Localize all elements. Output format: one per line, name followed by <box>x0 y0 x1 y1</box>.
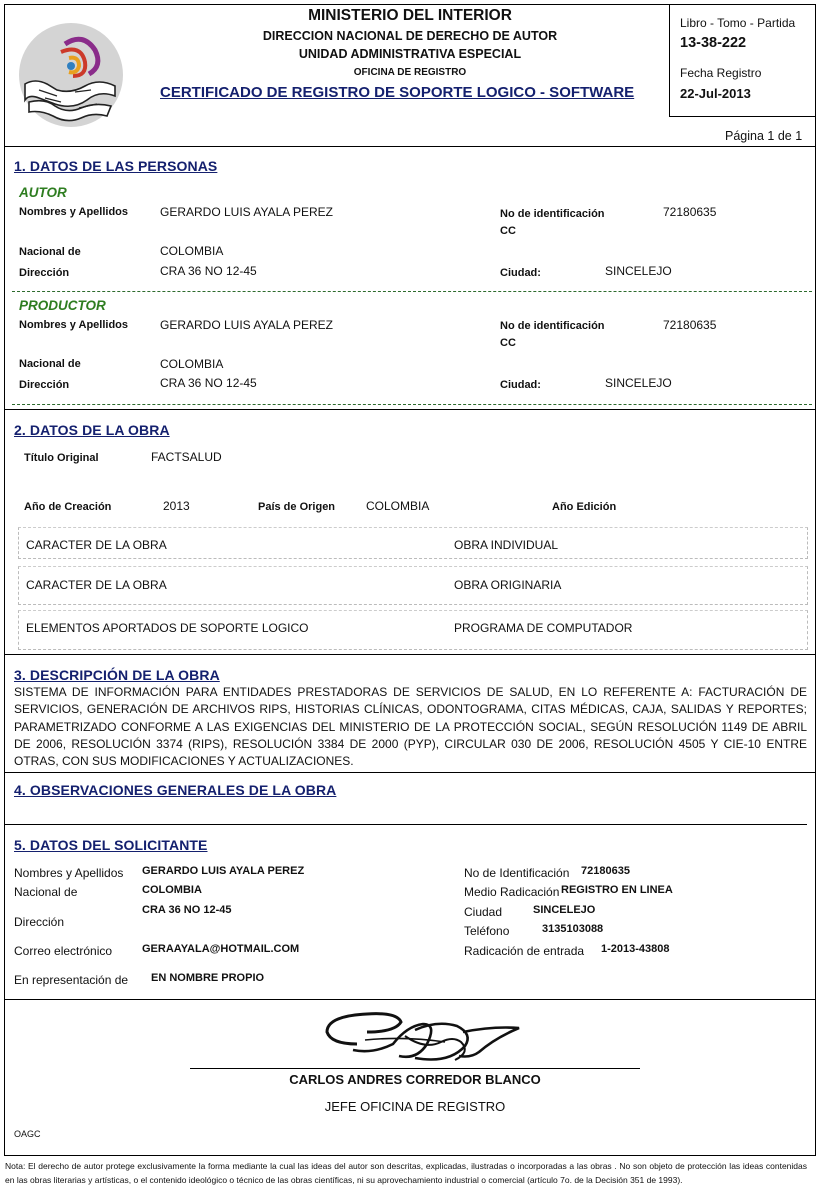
direction-title: DIRECCION NACIONAL DE DERECHO DE AUTOR <box>262 29 558 43</box>
office-title: OFICINA DE REGISTRO <box>353 67 467 78</box>
autor-addr: CRA 36 NO 12-45 <box>160 264 257 278</box>
fecha-label: Fecha Registro <box>680 66 762 80</box>
solicitante-email: GERAAYALA@HOTMAIL.COM <box>142 943 300 955</box>
productor-id-type: CC <box>500 337 516 349</box>
solicitante-email-label: Correo electrónico <box>14 944 113 958</box>
solicitante-tel: 3135103088 <box>542 923 604 935</box>
pais-value: COLOMBIA <box>366 499 430 513</box>
initials: OAGC <box>14 1129 41 1139</box>
section1-title: 1. DATOS DE LAS PERSONAS <box>14 158 218 174</box>
footer-divider <box>4 1155 816 1156</box>
autor-nat-label: Nacional de <box>19 246 81 258</box>
solicitante-id: 72180635 <box>581 865 630 877</box>
autor-id-label: No de identificación <box>500 208 605 220</box>
frame-right <box>815 4 816 1156</box>
autor-nat: COLOMBIA <box>160 244 224 258</box>
signature <box>295 1006 545 1066</box>
logo <box>15 22 127 128</box>
obra-row-1-value: OBRA INDIVIDUAL <box>454 538 559 552</box>
obra-row-2-label: CARACTER DE LA OBRA <box>26 578 167 592</box>
autor-city: SINCELEJO <box>605 264 672 278</box>
productor-role: PRODUCTOR <box>19 298 106 313</box>
productor-city-label: Ciudad: <box>500 379 541 391</box>
solicitante-medio-label: Medio Radicación <box>464 885 560 899</box>
solicitante-name-label: Nombres y Apellidos <box>14 866 124 880</box>
productor-id: 72180635 <box>663 318 717 332</box>
pais-label: País de Origen <box>258 501 336 513</box>
signer-role: JEFE OFICINA DE REGISTRO <box>324 1099 506 1114</box>
autor-divider <box>12 291 812 292</box>
titulo-label: Título Original <box>24 452 99 464</box>
solicitante-id-label: No de Identificación <box>464 866 570 880</box>
frame-left <box>4 4 5 1156</box>
description-text: SISTEMA DE INFORMACIÓN PARA ENTIDADES PRESTADORAS DE SERVICIOS DE SALUD, EN LO REFERENTE A: FACTURACIÓN DE SERVICIOS, GENERACIÓN DE ARCHIVOS RIPS, HISTORIAS CLÍNICAS, ODONTOGRAMA, CITAS MÉDICAS, CAJA, SALIDAS Y REPORTES; PARAMETRIZADO CONFORME A LAS EXIGENCIAS DEL MINISTERIO DE LA PROTECCIÓN SOCIAL, SEGÚN RESOLUCIÓN 1149 DE ABRIL DE 2006, RESOLUCIÓN 3374 (RIPS), RESOLUCIÓN 3384 DE 2000 (PYP), CIRCULAR 030 DE 2006, RESOLUCIÓN 4505 Y CIE-10 ENTRE OTRAS, CON SUS MODIFICACIONES Y ACTUALIZACIONES. <box>14 685 807 769</box>
productor-name: GERARDO LUIS AYALA PEREZ <box>160 318 333 332</box>
section5-end <box>4 999 816 1000</box>
footer-note: Nota: El derecho de autor protege exclusivamente la forma mediante la cual las ideas del autor son descritas, explicadas, ilustradas o incorporadas a las obras . No son objeto de protección las ideas contenidas en las obras literarias y artísticas, o el contenido ideológico o técnico de las obras científicas, ni su aprovechamiento industrial o comercial (artículo 7o. de la Decisión 351 de 1993). <box>5 1161 807 1185</box>
productor-id-label: No de identificación <box>500 320 605 332</box>
autor-role: AUTOR <box>19 185 67 200</box>
ministry-title: MINISTERIO DEL INTERIOR <box>308 7 512 24</box>
anio-value: 2013 <box>163 499 190 513</box>
titulo-value: FACTSALUD <box>151 450 222 464</box>
document-title: CERTIFICADO DE REGISTRO DE SOPORTE LOGICO - SOFTWARE <box>160 84 635 101</box>
autor-id: 72180635 <box>663 205 717 219</box>
header-divider <box>4 146 816 147</box>
autor-name: GERARDO LUIS AYALA PEREZ <box>160 205 333 219</box>
obra-row-3-value: PROGRAMA DE COMPUTADOR <box>454 621 633 635</box>
section1-end <box>4 409 816 410</box>
section3-end <box>4 772 816 773</box>
solicitante-tel-label: Teléfono <box>464 924 510 938</box>
productor-addr: CRA 36 NO 12-45 <box>160 376 257 390</box>
autor-name-label: Nombres y Apellidos <box>19 206 129 218</box>
solicitante-city-label: Ciudad <box>464 905 503 919</box>
autor-city-label: Ciudad: <box>500 267 541 279</box>
solicitante-rep-label: En representación de <box>14 973 129 987</box>
obra-row-1-label: CARACTER DE LA OBRA <box>26 538 167 552</box>
solicitante-nat-label: Nacional de <box>14 885 78 899</box>
autor-addr-label: Dirección <box>19 267 70 279</box>
page-number: Página 1 de 1 <box>725 129 803 143</box>
solicitante-rad: 1-2013-43808 <box>601 943 670 955</box>
solicitante-city: SINCELEJO <box>533 904 596 916</box>
obra-row-2-value: OBRA ORIGINARIA <box>454 578 562 592</box>
section3-title: 3. DESCRIPCIÓN DE LA OBRA <box>14 667 220 683</box>
section4-title: 4. OBSERVACIONES GENERALES DE LA OBRA <box>14 782 337 798</box>
fecha-value: 22-Jul-2013 <box>680 86 751 101</box>
solicitante-nat: COLOMBIA <box>142 884 202 896</box>
signer-name: CARLOS ANDRES CORREDOR BLANCO <box>289 1072 541 1087</box>
obra-row-3-label: ELEMENTOS APORTADOS DE SOPORTE LOGICO <box>26 621 309 635</box>
signature-line <box>190 1068 640 1069</box>
section5-title: 5. DATOS DEL SOLICITANTE <box>14 837 208 853</box>
solicitante-medio: REGISTRO EN LINEA <box>561 884 673 896</box>
solicitante-rep: EN NOMBRE PROPIO <box>151 972 265 984</box>
solicitante-name: GERARDO LUIS AYALA PEREZ <box>142 865 305 877</box>
section2-end <box>4 654 816 655</box>
unit-title: UNIDAD ADMINISTRATIVA ESPECIAL <box>298 47 522 61</box>
section4-end <box>4 824 807 825</box>
section2-title: 2. DATOS DE LA OBRA <box>14 422 170 438</box>
productor-city: SINCELEJO <box>605 376 672 390</box>
productor-divider <box>12 404 812 405</box>
productor-name-label: Nombres y Apellidos <box>19 319 129 331</box>
anio-label: Año de Creación <box>24 501 112 513</box>
solicitante-rad-label: Radicación de entrada <box>464 944 585 958</box>
signature-scribble-icon <box>295 1006 545 1066</box>
productor-addr-label: Dirección <box>19 379 70 391</box>
logo-hands-icon <box>15 22 127 128</box>
libro-value: 13-38-222 <box>680 35 747 51</box>
solicitante-addr-label: Dirección <box>14 915 65 929</box>
edicion-label: Año Edición <box>552 501 617 513</box>
libro-label: Libro - Tomo - Partida <box>680 16 796 30</box>
solicitante-addr: CRA 36 NO 12-45 <box>142 904 232 916</box>
autor-id-type: CC <box>500 225 516 237</box>
productor-nat: COLOMBIA <box>160 357 224 371</box>
productor-nat-label: Nacional de <box>19 358 81 370</box>
